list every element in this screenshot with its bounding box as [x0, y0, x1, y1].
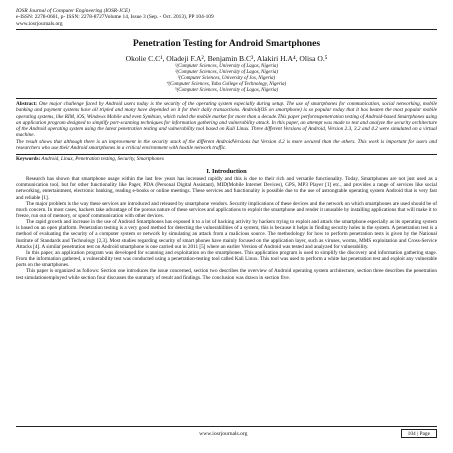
abstract-text-1: One major challenge faced by Android users today is the security of the operating system especially during setup. The use of smartphones for communication, social networking, mobile banking and payment systems have all tripled and many have depended on it for their daily transactions. Android(OS on smartphone) is so popular today that it has beaten the most popular mobile operating systems, like RIM, iOS, Windows Mobile and even Symbian, which ruled the mobile market for more than a decade.This paper performspenetration testing of Android-based Smartphones using an application program designed to simplify port-scanning techniques for information gathering and vulnerability attack. In this paper, an attempt was made to test and analyze the security architecture of the Android operating system using the latest penetration testing and vulnerability tool based on Kali Linux. Three different Versions of Android, Version 2.3, 3.2 and 4.2 were simulated on a virtual machine.: [16, 101, 438, 139]
intro-paragraph-1: Research has shown that smartphone usage within the last few years has increased rapidly and this is due to their rich and versatile functionality. Today, Smartphones are not just used as a communication tool, but for other functionality like Pager, PDA (Personal Digital Assistant), MID(Mobile Internet Devices), GPS, MP3 Player [1] etc., and provides a range of services like social networking, entertainment, electronic banking, reading e-books or online meetings. These services and functionality is possible due to the use of astrongtable operating system Android that is very fast and reliable [1].: [16, 176, 437, 201]
keywords-label: Keywords:: [16, 155, 41, 162]
affiliation-4: ⁴(Computer Sciences, Yaba College of Technology, Nigeria): [166, 82, 287, 88]
journal-website: www.iosrjournals.org: [16, 20, 63, 27]
intro-paragraph-5: This paper is organized as follows: Section one introduces the issue concerned, section two describes the overview of Android operating system architecture, section three describes the penetration test simulationemployed while section four discusses the summary of result and findings. The conclusion was drawn in section five.: [16, 268, 437, 281]
journal-header: [16, 8, 437, 27]
footer-website-link[interactable]: www.iosrjournals.org: [199, 430, 248, 437]
page-number: 104 | Page: [401, 429, 437, 438]
intro-paragraph-4: In this paper, an application program was developed for scanning and exploitation on the smartphones. This application program is used to simplify the discovery and information gathering stage. From the information gathered, a vulnerability test was conducted using a penetration-testing tool called Kali Linux. This tool was used to perform a white hat penetration test and exploit any vulnerable ports on the smartphones.: [16, 249, 437, 269]
affiliation-5: ⁵(Computer Sciences, University of Lagos, Nigeria): [174, 88, 279, 94]
affiliation-list: [16, 64, 437, 94]
author-list: Okolie C.C¹, Oladeji F.A², Benjamin B.C³, Alakiri H.A⁴, Olisa O.⁵: [125, 54, 328, 64]
intro-paragraph-2: The major problem is the way these services are introduced and released by smartphone vendors. Security implications of these devices and the network on which smartphones are used should be of much concern. In most cases, hackers take advantage of the porous nature of these services and applications to exploit the smartphone and render it unusable by installing applications that will make it to freeze, run out of memory, or spoof communication with other devices.: [16, 200, 437, 219]
affiliation-1: ¹(Computer Sciences, University of Lagos, Nigeria): [174, 64, 278, 70]
affiliation-2: ²(Computer Sciences, University of Lagos, Nigeria): [174, 70, 278, 76]
journal-issn: e-ISSN: 2278-0661, p- ISSN: 2278-8727Volume 14, Issue 3 (Sep. - Oct. 2013), PP 104-109: [16, 14, 214, 21]
intro-paragraph-3: The rapid growth and increase in the use of Android Smartphones has exposed it to a lot of hacking activity by hackers trying to exploit and attack the smartphone especially as its operating system is based on an open platform. Penetration testing is a very good method for detecting the vulnerabilities of a system; this is because it helps in finding security holes in the system. A penetration test is a method of evaluating the security of a computer system or network by simulating an attack from a malicious source. The methodology for how to perform penetration tests is given by the National Institute of Standards and Technology [2,3]. Most studies regarding security of smart phones have mainly focused on the application layer, such as viruses, worms, MMS exploitation and Cross-Service Attacks [4]. A similar penetration test on Android smartphone is one carried out in 2011 [5] where an earlier Version of Android was tested and analyzed for vulnerability.: [16, 219, 437, 250]
abstract-paragraph-1: [16, 101, 437, 138]
introduction-body: [16, 176, 437, 281]
affiliation-3: ³(Computer Sciences, University of Jos, Nigeria): [177, 76, 276, 82]
section-heading-introduction: I. Introduction: [206, 168, 247, 176]
keywords-text: Android, Linux, Penetration testing, Security, Smartphones: [41, 155, 164, 162]
keywords: [16, 155, 437, 162]
journal-name: IOSR Journal of Computer Engineering (IOSR-JCE): [16, 8, 130, 14]
abstract: [16, 98, 437, 155]
page-footer: [16, 426, 437, 438]
abstract-label: Abstract:: [16, 101, 38, 108]
header-divider: [16, 29, 437, 30]
abstract-text-2: The result shows that although there is an improvement in the security stack of the different AndroidVersions but Version 4.2 is more secured than the others. This work is important for users and researchers who use their Android smartphones in a critical environment with hostile network traffic.: [16, 138, 437, 152]
paper-title: Penetration Testing for Android Smartphones: [132, 38, 321, 50]
